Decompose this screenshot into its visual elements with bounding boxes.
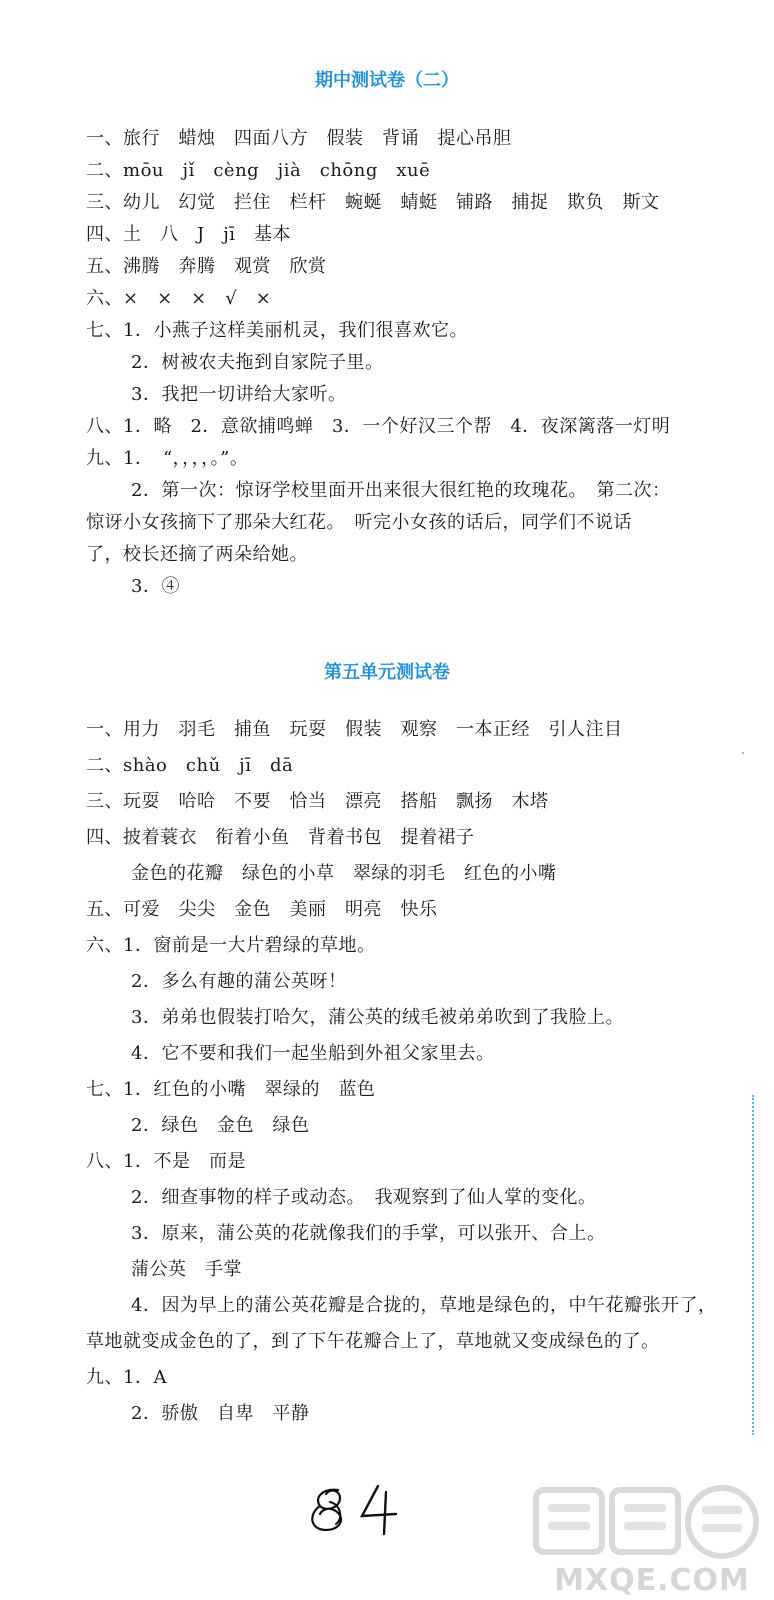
unit5-q9-2: 2．骄傲 自卑 平静 [131,1403,310,1424]
midterm-q8: 八、1．略 2．意欲捕鸣蝉 3．一个好汉三个帮 4．夜深篱落一灯明 [86,416,671,437]
midterm-q2: 二、mōu jǐ cèng jià chōng xuē [86,160,431,181]
unit5-title: 第五单元测试卷 [324,662,450,683]
unit5-q6-4: 4．它不要和我们一起坐船到外祖父家里去。 [131,1043,495,1064]
unit5-q7-2: 2．绿色 金色 绿色 [131,1115,310,1136]
watermark-site: MXQE.COM [554,1563,750,1598]
midterm-q3: 三、幼儿 幻觉 拦住 栏杆 蜿蜒 蜻蜓 铺路 捕捉 欺负 斯文 [86,192,660,213]
unit5-q3: 三、玩耍 哈哈 不要 恰当 漂亮 搭船 飘扬 木塔 [86,791,549,812]
midterm-q9-2: 2．第一次：惊讶学校里面开出来很大很红艳的玫瑰花。 第二次： [131,480,671,501]
watermark-logo [530,1482,770,1600]
midterm-q9: 九、1． “，，，，。”。 [86,448,249,469]
unit5-q6-3: 3．弟弟也假装打哈欠，蒲公英的绒毛被弟弟吹到了我脸上。 [131,1007,624,1028]
unit5-q6: 六、1．窗前是一大片碧绿的草地。 [86,935,376,956]
unit5-q1: 一、用力 羽毛 捕鱼 玩耍 假装 观察 一本正经 引人注目 [86,719,623,740]
midterm-q5: 五、沸腾 奔腾 观赏 欣赏 [86,256,327,277]
unit5-q8: 八、1．不是 而是 [86,1151,246,1172]
unit5-q8-2: 2．细查事物的样子或动态。 我观察到了仙人掌的变化。 [131,1187,597,1208]
margin-dotted-line [752,1095,754,1435]
midterm-q1: 一、旅行 蜡烛 四面八方 假装 背诵 提心吊胆 [86,128,512,149]
midterm-q4: 四、土 八 J jī 基本 [86,224,292,245]
unit5-q9: 九、1．A [86,1367,167,1388]
unit5-q2: 二、shào chǔ jī dā [86,755,294,776]
unit5-q8-4-cont: 草地就变成金色的了，到了下午花瓣合上了，草地就又变成绿色的了。 [86,1331,660,1352]
midterm-q7-3: 3．我把一切讲给大家听。 [131,384,347,405]
unit5-q8-3: 3．原来，蒲公英的花就像我们的手掌，可以张开、合上。 [131,1223,606,1244]
unit5-q6-2: 2．多么有趣的蒲公英呀！ [131,971,347,992]
unit5-q7: 七、1．红色的小嘴 翠绿的 蓝色 [86,1079,376,1100]
unit5-q8-4: 4．因为早上的蒲公英花瓣是合拢的，草地是绿色的，中午花瓣张开了， [131,1295,717,1316]
midterm-q7: 七、1．小燕子这样美丽机灵，我们很喜欢它。 [86,320,468,341]
midterm-q9-3: 3．④ [131,576,180,597]
unit5-q5: 五、可爱 尖尖 金色 美丽 明亮 快乐 [86,899,438,920]
margin-dot [742,752,744,754]
midterm-q6: 六、× × × √ × [86,288,272,309]
midterm-q9-2-cont2: 了，校长还摘了两朵给她。 [86,544,308,565]
unit5-q4-2: 金色的花瓣 绿色的小草 翠绿的羽毛 红色的小嘴 [131,863,557,884]
unit5-q4: 四、披着蓑衣 衔着小鱼 背着书包 提着裙子 [86,827,475,848]
midterm-title: 期中测试卷（二） [315,70,459,91]
midterm-q7-2: 2．树被农夫拖到自家院子里。 [131,352,384,373]
midterm-q9-2-cont1: 惊讶小女孩摘下了那朵大红花。 听完小女孩的话后，同学们不说话 [86,512,632,533]
unit5-q8-3-answer: 蒲公英 手掌 [131,1259,242,1280]
handwritten-page-mark [300,1478,420,1538]
